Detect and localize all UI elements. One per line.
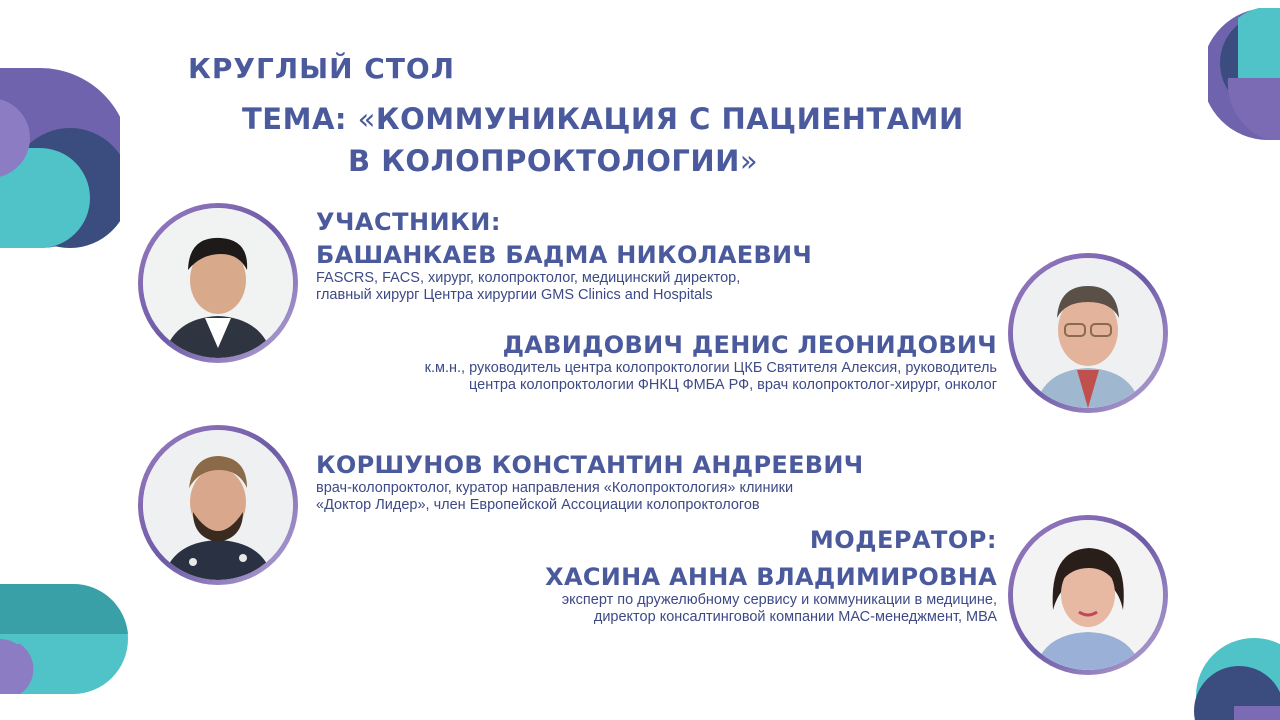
page-title: КРУГЛЫЙ СТОЛ <box>188 52 455 85</box>
person-desc-line1: эксперт по дружелюбному сервису и коммуникации в медицине, <box>561 592 997 608</box>
person-name: ДАВИДОВИЧ ДЕНИС ЛЕОНИДОВИЧ <box>502 331 997 359</box>
decor-left-bottom <box>0 584 128 694</box>
portrait-khasina <box>1013 520 1163 670</box>
portrait-davidovich <box>1013 258 1163 408</box>
avatar-davidovich <box>1008 253 1168 413</box>
person-name: БАШАНКАЕВ БАДМА НИКОЛАЕВИЧ <box>316 241 813 269</box>
portrait-korshunov <box>143 430 293 580</box>
decor-right-bottom <box>1194 636 1280 720</box>
topic-close-quote: » <box>739 144 759 178</box>
topic-line2: В КОЛОПРОКТОЛОГИИ <box>348 144 740 178</box>
person-desc-line2: «Доктор Лидер», член Европейской Ассоциации колопроктологов <box>316 497 760 513</box>
topic-prefix: ТЕМА: <box>242 102 347 136</box>
portrait-bashankaev <box>143 208 293 358</box>
avatar-khasina <box>1008 515 1168 675</box>
person-bashankaev <box>316 240 812 304</box>
person-desc-line2: центра колопроктологии ФНКЦ ФМБА РФ, врач колопроктолог-хирург, онколог <box>469 377 997 393</box>
person-khasina <box>545 562 997 626</box>
person-desc-line1: врач-колопроктолог, куратор направления «Колопроктология» клиники <box>316 480 794 496</box>
person-name: ХАСИНА АННА ВЛАДИМИРОВНА <box>545 563 997 591</box>
participants-label: УЧАСТНИКИ: <box>316 208 501 236</box>
avatar-bashankaev <box>138 203 298 363</box>
person-desc-line1: FASCRS, FACS, хирург, колопроктолог, медицинский директор, <box>316 270 741 286</box>
decor-right-top <box>1208 8 1280 140</box>
topic-title <box>242 98 964 182</box>
person-desc-line1: к.м.н., руководитель центра колопроктологии ЦКБ Святителя Алексия, руководитель <box>424 360 997 376</box>
avatar-korshunov <box>138 425 298 585</box>
person-korshunov <box>316 450 863 514</box>
person-davidovich <box>425 330 997 394</box>
person-name: КОРШУНОВ КОНСТАНТИН АНДРЕЕВИЧ <box>316 451 864 479</box>
topic-open-quote: « <box>357 102 376 136</box>
moderator-label: МОДЕРАТОР: <box>809 526 997 554</box>
person-desc-line2: директор консалтинговой компании МАС-менеджмент, МВА <box>593 609 997 625</box>
person-desc-line2: главный хирург Центра хирургии GMS Clinics and Hospitals <box>316 287 713 303</box>
decor-left-top <box>0 68 120 248</box>
topic-line1: КОММУНИКАЦИЯ С ПАЦИЕНТАМИ <box>375 102 964 136</box>
